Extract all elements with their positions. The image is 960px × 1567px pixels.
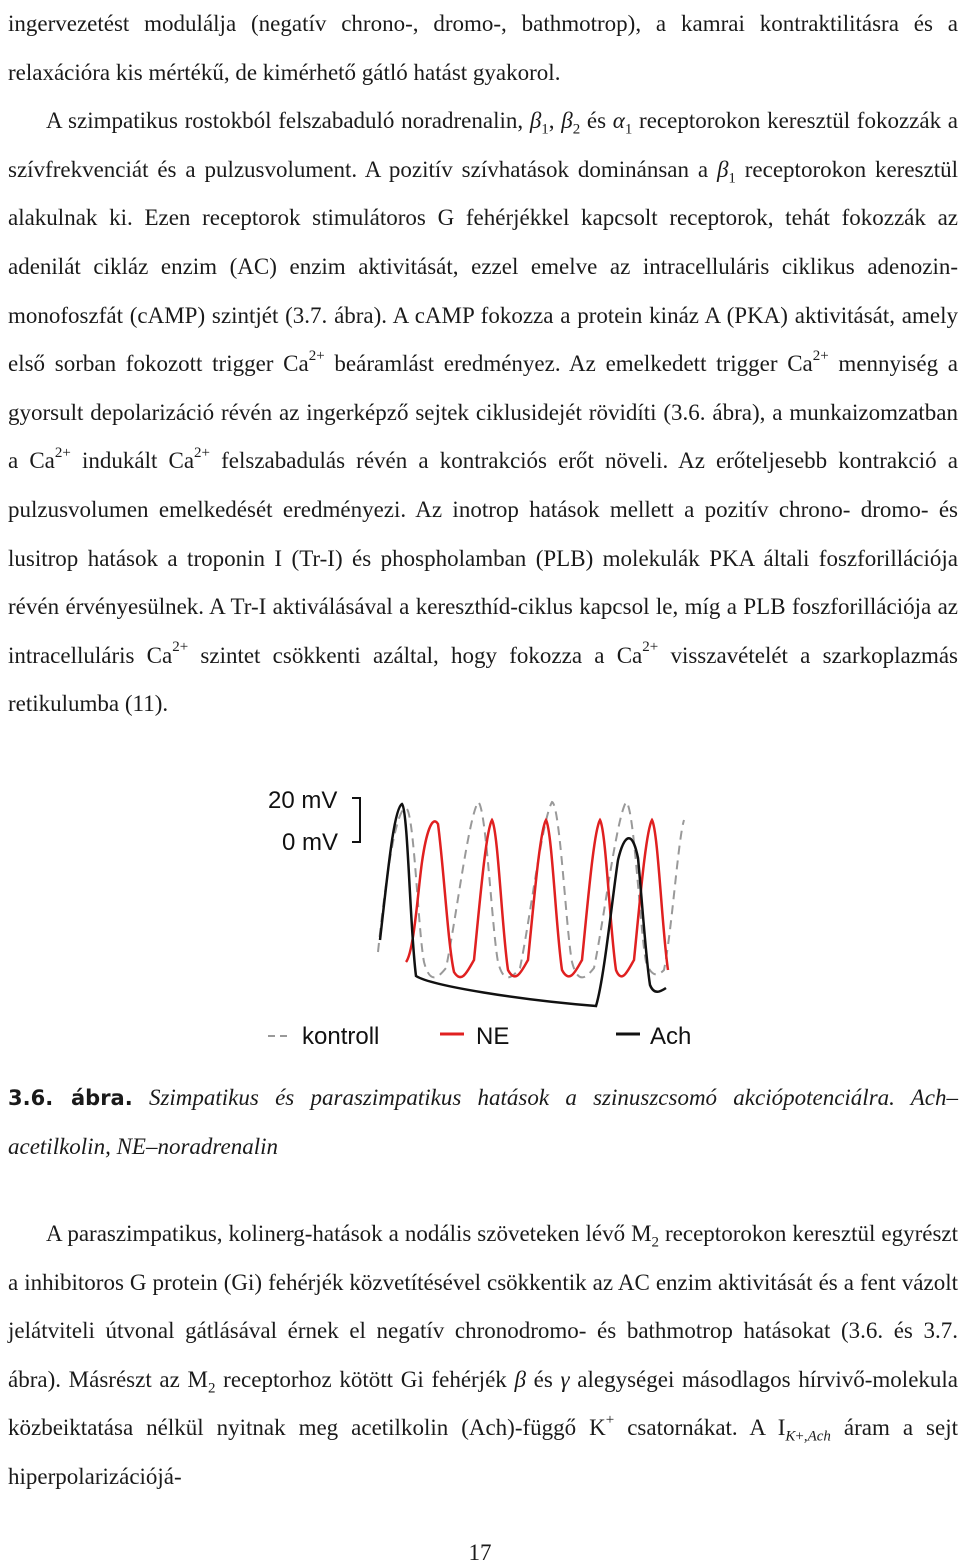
action-potential-plot xyxy=(260,780,700,1070)
trace-ne xyxy=(406,820,668,977)
scale-bar xyxy=(352,798,360,842)
scale-label-0mv: 0 mV xyxy=(282,829,339,856)
paragraph-1: ingervezetést modulálja (negatív chrono-, dromo-, bathmotrop), a kamrai kontraktilitásra és a relaxációra kis mértékű, de kimérhető gátló hatást gyakorol. xyxy=(8,11,958,85)
body-text-bottom xyxy=(8,1210,958,1502)
paragraph-2: A szimpatikus rostokból felszabaduló noradrenalin, $\beta_1$, $\beta_2$ és $\alpha_1$ receptorokon keresztül fokozzák a szívfrekvenciát és a pulzusvolument. A pozitív szívhatások dominánsan a $\beta_1$ receptorokon keresztül alakulnak ki. Ezen receptorok stimulátoros G fehérjékkel kapcsolt receptorok, tehát fokozzák az adenilát cikláz enzim (AC) enzim aktivitását, ezzel emelve az intracelluláris ciklikus adenozin-monofoszfát (cAMP) szintjét (3.7. ábra). A cAMP fokozza a protein kináz A (PKA) aktivitását, amely első sorban fokozott trigger $Ca^{2+}$ beáramlást eredményez. Az emelkedett trigger $Ca^{2+}$ mennyiség a gyorsult depolarizáció révén az ingerképző sejtek ciklusidejét rövidíti (3.6. ábra), a munkaizomzatban a $Ca^{2+}$ indukált $Ca^{2+}$ felszabadulás révén a kontrakciós erőt növeli. Az erőteljesebb kontrakció a pulzusvolumen emelkedését eredményezi. Az inotrop hatások mellett a pozitív chrono- dromo- és lusitrop hatások a troponin I (Tr-I) és phospholamban (PLB) molekulák PKA általi foszforillációja révén érvényesülnek. A Tr-I aktiválásával a kereszthíd-ciklus kapcsol le, míg a PLB foszforillációja az intracelluláris $Ca^{2+}$ szintet csökkenti azáltal, hogy fokozza a $Ca^{2+}$ visszavételét a szarkoplazmás retikulumba (11). xyxy=(8,108,959,717)
caption-label: 3.6. ábra. xyxy=(8,1086,133,1110)
action-potential-figure xyxy=(260,780,700,1070)
legend-label-kontroll: kontroll xyxy=(302,1023,380,1050)
body-text-top xyxy=(8,0,958,729)
trace-kontroll xyxy=(378,802,684,977)
legend-label-ne: NE xyxy=(476,1023,510,1050)
legend-label-ach: Ach xyxy=(650,1023,692,1050)
paragraph-3: A paraszimpatikus, kolinerg-hatások a nodális szöveteken lévő $M_2$ receptorokon keresztül egyrészt a inhibitoros G protein (Gi) fehérjék közvetítésével csökkentik az AC enzim aktivitását és a fent vázolt jelátviteli útvonal gátlásával érnek el negatív chronodromo- és bathmotrop hatásokat (3.6. és 3.7. ábra). Másrészt az $M_2$ receptorhoz kötött Gi fehérjék β és γ alegységei másodlagos hírvivő-molekula közbeiktatása nélkül nyitnak meg acetilkolin (Ach)-függő K+ csatornákat. A $I_{K+,Ach}$ áram a sejt hiperpolarizációjá- xyxy=(8,1221,959,1489)
page-number: 17 xyxy=(468,1540,492,1565)
scale-label-20mv: 20 mV xyxy=(268,787,338,814)
caption-text: Szimpatikus és paraszimpatikus hatások a szinuszcsomó akciópotenciálra. Ach–acetilkolin, NE–noradrenalin xyxy=(8,1085,958,1159)
figure-caption xyxy=(8,1074,958,1171)
